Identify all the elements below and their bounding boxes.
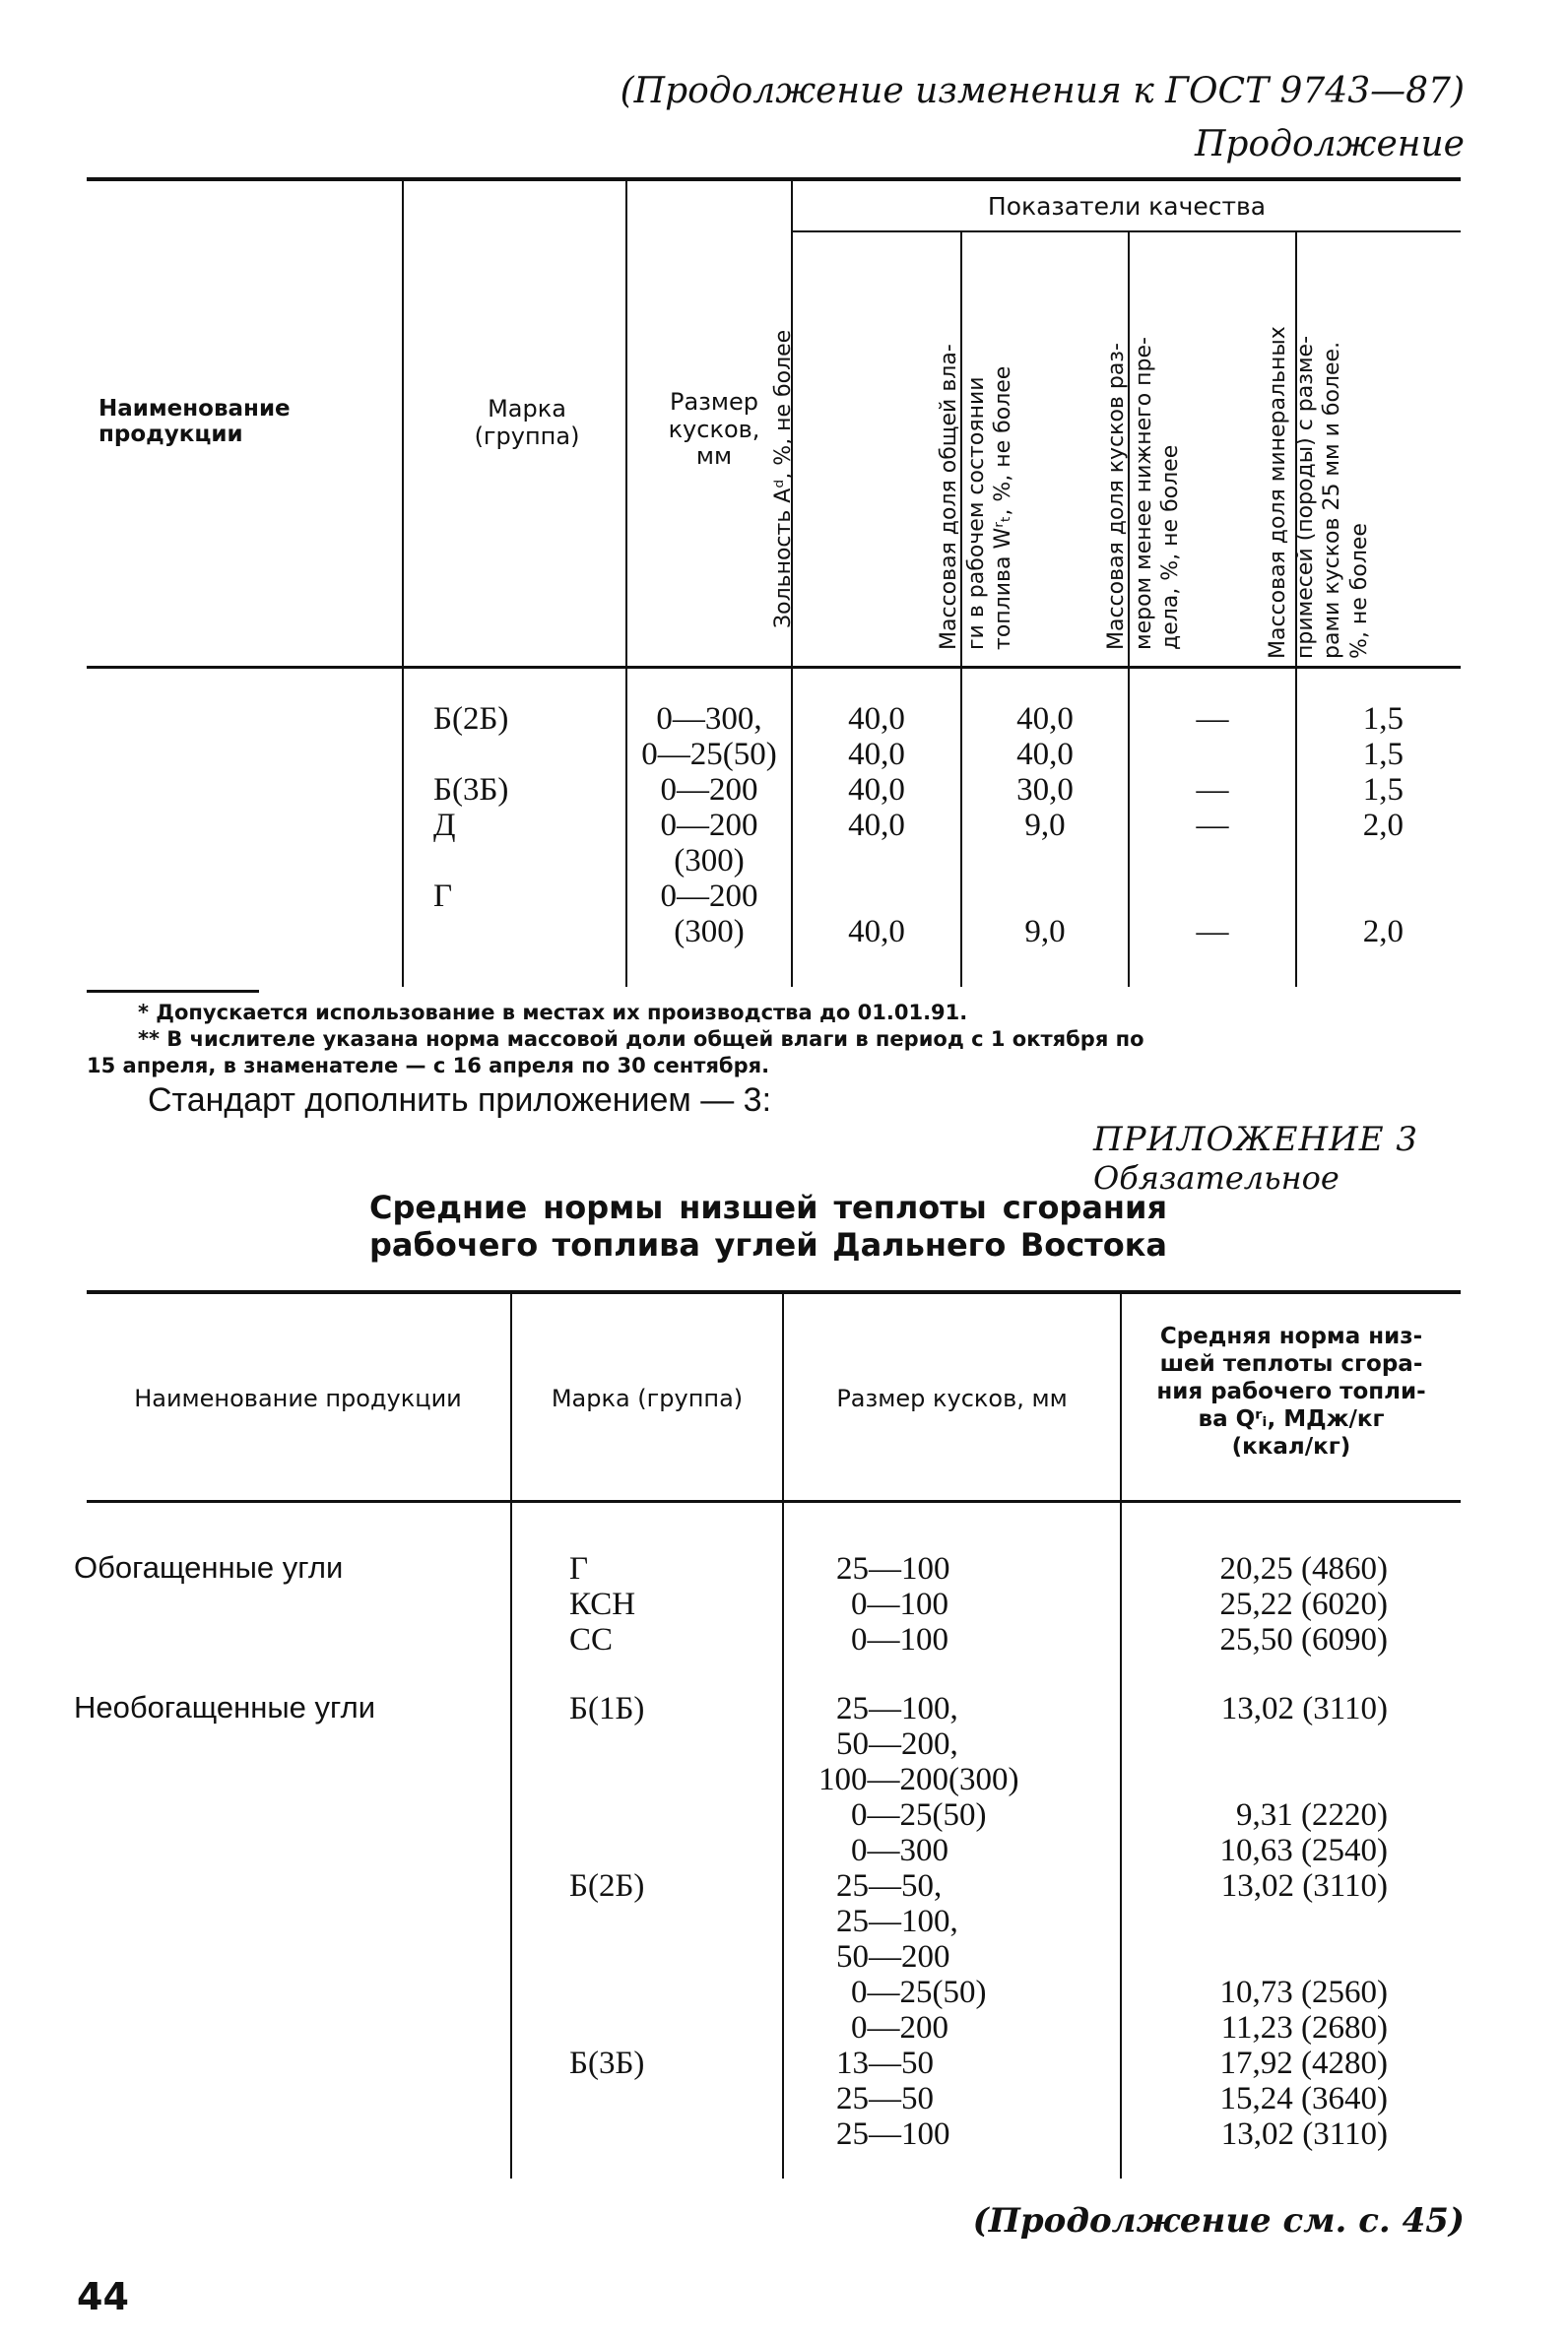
table-cell xyxy=(569,1904,766,1939)
heat-label-2: шей теплоты сгора- xyxy=(1159,1351,1423,1377)
t1-header-mark: Марка (группа) xyxy=(474,395,580,450)
table-cell: 9,0 xyxy=(1024,808,1066,843)
table-cell: 10,63 (2540) xyxy=(1219,1833,1388,1868)
table-cell xyxy=(569,1797,766,1833)
t2-header-name: Наименование продукции xyxy=(134,1385,462,1412)
table-cell xyxy=(793,879,960,914)
table-cell: Д xyxy=(433,808,456,843)
table-cell: 20,25 (4860) xyxy=(1219,1551,1388,1587)
table-cell: 0—200 xyxy=(660,772,758,808)
group-unenriched: Необогащенные угли xyxy=(74,1690,376,1725)
table-cell xyxy=(1130,879,1295,914)
table-cell xyxy=(1130,737,1295,772)
table-cell xyxy=(569,2010,766,2046)
table-cell: Г xyxy=(569,1551,589,1587)
table-cell: 25,50 (6090) xyxy=(1219,1622,1388,1658)
table-cell: 0—25(50) xyxy=(641,737,777,772)
moisture-label-2: ги в рабочем состоянии xyxy=(963,376,989,650)
table-cell: 40,0 xyxy=(848,737,905,772)
table-cell xyxy=(1122,1726,1388,1762)
t1-header-minerals xyxy=(1265,285,1375,659)
table-cell: (300) xyxy=(674,843,745,879)
table-cell: 25—50 xyxy=(836,2081,934,2116)
table-cell: 25—100, xyxy=(836,1691,958,1726)
footnote-2a: ** В числителе указана норма массовой доли общей влаги в период с 1 октября по xyxy=(138,1027,1144,1051)
table-cell: 1,5 xyxy=(1362,772,1404,808)
appendix-heading-1: Средние нормы низшей теплоты сгорания xyxy=(369,1189,1167,1226)
t2-g1-sizes xyxy=(784,1551,1120,1658)
table-cell: 50—200, xyxy=(836,1726,958,1762)
t2-header-heat xyxy=(1122,1323,1461,1461)
heat-label-4: ва Qʳᵢ, МДж/кг xyxy=(1198,1406,1385,1432)
pieces-label-2: мером менее нижнего пре- xyxy=(1131,337,1156,650)
minerals-label-3: рами кусков 25 мм и более. xyxy=(1320,341,1344,659)
table-cell: 0—25(50) xyxy=(851,1975,987,2010)
table-cell: 0—100 xyxy=(851,1587,948,1622)
table-cell: Б(3Б) xyxy=(569,2046,645,2081)
t1-header-pieces xyxy=(1103,286,1192,650)
table-cell: КСН xyxy=(569,1587,636,1622)
table-cell: 25—100 xyxy=(836,2116,950,2152)
t1-col-sizes xyxy=(627,701,791,949)
t1-col-pieces xyxy=(1130,701,1295,949)
t2-g2-heat xyxy=(1122,1691,1388,2152)
table-cell: 10,73 (2560) xyxy=(1219,1975,1388,2010)
t1-header-moisture xyxy=(936,286,1024,650)
table-cell xyxy=(569,1726,766,1762)
quality-header: Показатели качества xyxy=(987,192,1267,221)
appendix-subtitle: Обязательное xyxy=(1093,1159,1339,1197)
table-cell: 30,0 xyxy=(1016,772,1074,808)
heat-label-3: ния рабочего топли- xyxy=(1156,1379,1426,1404)
table-cell: Б(2Б) xyxy=(569,1868,645,1904)
continuation-label: Продолжение xyxy=(1195,124,1465,164)
table-cell: 13,02 (3110) xyxy=(1220,1868,1388,1904)
table-cell xyxy=(569,1762,766,1797)
table-cell: 25—100 xyxy=(836,1551,950,1587)
table-cell: 1,5 xyxy=(1362,737,1404,772)
table-cell: 40,0 xyxy=(848,701,905,737)
table-cell: 1,5 xyxy=(1362,701,1404,737)
t2-header-size: Размер кусков, мм xyxy=(836,1385,1068,1412)
table-cell: 40,0 xyxy=(1016,701,1074,737)
table-cell: 0—25(50) xyxy=(851,1797,987,1833)
table-cell: Б(2Б) xyxy=(433,701,509,737)
table-cell: 0—200 xyxy=(660,808,758,843)
minerals-label-1: Массовая доля минеральных xyxy=(1266,326,1290,659)
table-cell: 15,24 (3640) xyxy=(1219,2081,1388,2116)
t1-col-minerals xyxy=(1297,701,1404,949)
table-cell: 13,02 (3110) xyxy=(1220,2116,1388,2152)
moisture-label-3: топлива Wʳₜ, %, не более xyxy=(991,365,1015,650)
table-cell: 40,0 xyxy=(1016,737,1074,772)
heat-label-5: (ккал/кг) xyxy=(1231,1434,1351,1460)
table-cell: 40,0 xyxy=(848,808,905,843)
table-cell xyxy=(433,843,591,879)
table-cell xyxy=(1297,879,1404,914)
footnote-1: * Допускается использование в местах их производства до 01.01.91. xyxy=(138,1001,968,1024)
appendix-heading-2: рабочего топлива углей Дальнего Востока xyxy=(369,1226,1167,1264)
table-cell: 13,02 (3110) xyxy=(1220,1691,1388,1726)
t2-header-mark: Марка (группа) xyxy=(551,1385,744,1412)
table-cell xyxy=(569,1833,766,1868)
footnote-2b: 15 апреля, в знаменателе — с 16 апреля по 30 сентября. xyxy=(87,1054,770,1077)
table-cell: 25—50, xyxy=(836,1868,943,1904)
table-cell: Г xyxy=(433,879,453,914)
table-cell: — xyxy=(1196,808,1229,843)
table-cell: Б(1Б) xyxy=(569,1691,645,1726)
moisture-label-1: Массовая доля общей вла- xyxy=(937,344,961,650)
table-cell: 25,22 (6020) xyxy=(1219,1587,1388,1622)
table-cell: 2,0 xyxy=(1362,808,1404,843)
table-cell: (300) xyxy=(674,914,745,949)
table-cell: 17,92 (4280) xyxy=(1219,2046,1388,2081)
table-cell xyxy=(1130,843,1295,879)
table-cell: 0—300, xyxy=(656,701,762,737)
t2-g2-marks xyxy=(569,1691,766,2152)
continued-note: (Продолжение см. с. 45) xyxy=(972,2201,1465,2241)
table-cell: Б(3Б) xyxy=(433,772,509,808)
table-cell xyxy=(569,2116,766,2152)
table-cell: 9,31 (2220) xyxy=(1236,1797,1388,1833)
table-cell xyxy=(793,843,960,879)
table-cell xyxy=(1122,1939,1388,1975)
table-cell: — xyxy=(1196,701,1229,737)
t1-col-moisture xyxy=(962,701,1128,949)
table-cell: 11,23 (2680) xyxy=(1220,2010,1388,2046)
table-cell: — xyxy=(1196,914,1229,949)
table-cell xyxy=(962,879,1128,914)
t1-header-name: Наименование продукции xyxy=(98,396,291,448)
t2-g1-heat xyxy=(1122,1551,1388,1658)
ash-label: Зольность Aᵈ, %, не более xyxy=(771,329,796,628)
table-cell xyxy=(433,737,591,772)
table-cell: 50—200 xyxy=(836,1939,950,1975)
t1-col-ash xyxy=(793,701,960,949)
table-cell: 40,0 xyxy=(848,914,905,949)
table-cell xyxy=(569,2081,766,2116)
table-cell: — xyxy=(1196,772,1229,808)
table-cell: 13—50 xyxy=(836,2046,934,2081)
t2-g2-sizes xyxy=(784,1691,1120,2152)
t1-header-ash xyxy=(770,293,825,628)
instruction-text: Стандарт дополнить приложением — 3: xyxy=(148,1081,772,1119)
table-cell xyxy=(1297,843,1404,879)
table-cell: 40,0 xyxy=(848,772,905,808)
table-cell xyxy=(962,843,1128,879)
table-cell xyxy=(569,1939,766,1975)
t1-header-size: Размер кусков, мм xyxy=(668,388,760,471)
table-cell: 0—100 xyxy=(851,1622,948,1658)
table-cell: 0—300 xyxy=(851,1833,948,1868)
table-cell: 100—200(300) xyxy=(818,1762,1019,1797)
minerals-label-2: примесей (породы) с разме- xyxy=(1292,335,1318,659)
table-cell xyxy=(1122,1904,1388,1939)
table-cell: 2,0 xyxy=(1362,914,1404,949)
pieces-label-3: дела, %, не более xyxy=(1158,444,1183,650)
heat-label-1: Средняя норма низ- xyxy=(1159,1324,1423,1349)
table-cell: 0—200 xyxy=(851,2010,948,2046)
table-cell: 25—100, xyxy=(836,1904,958,1939)
table-cell: 9,0 xyxy=(1024,914,1066,949)
continuation-header: (Продолжение изменения к ГОСТ 9743—87) xyxy=(620,71,1465,111)
t2-g1-marks xyxy=(569,1551,766,1658)
pieces-label-1: Массовая доля кусков раз- xyxy=(1104,343,1129,650)
page-number: 44 xyxy=(77,2275,129,2318)
table-cell xyxy=(569,1975,766,2010)
appendix-title: ПРИЛОЖЕНИЕ 3 xyxy=(1093,1120,1419,1159)
table-cell xyxy=(433,914,591,949)
table-cell xyxy=(1122,1762,1388,1797)
table-cell: 0—200 xyxy=(660,879,758,914)
table-cell: СС xyxy=(569,1622,614,1658)
group-enriched: Обогащенные угли xyxy=(74,1550,344,1585)
t1-col-marks xyxy=(433,701,591,949)
minerals-label-4: %, не более xyxy=(1346,523,1372,659)
